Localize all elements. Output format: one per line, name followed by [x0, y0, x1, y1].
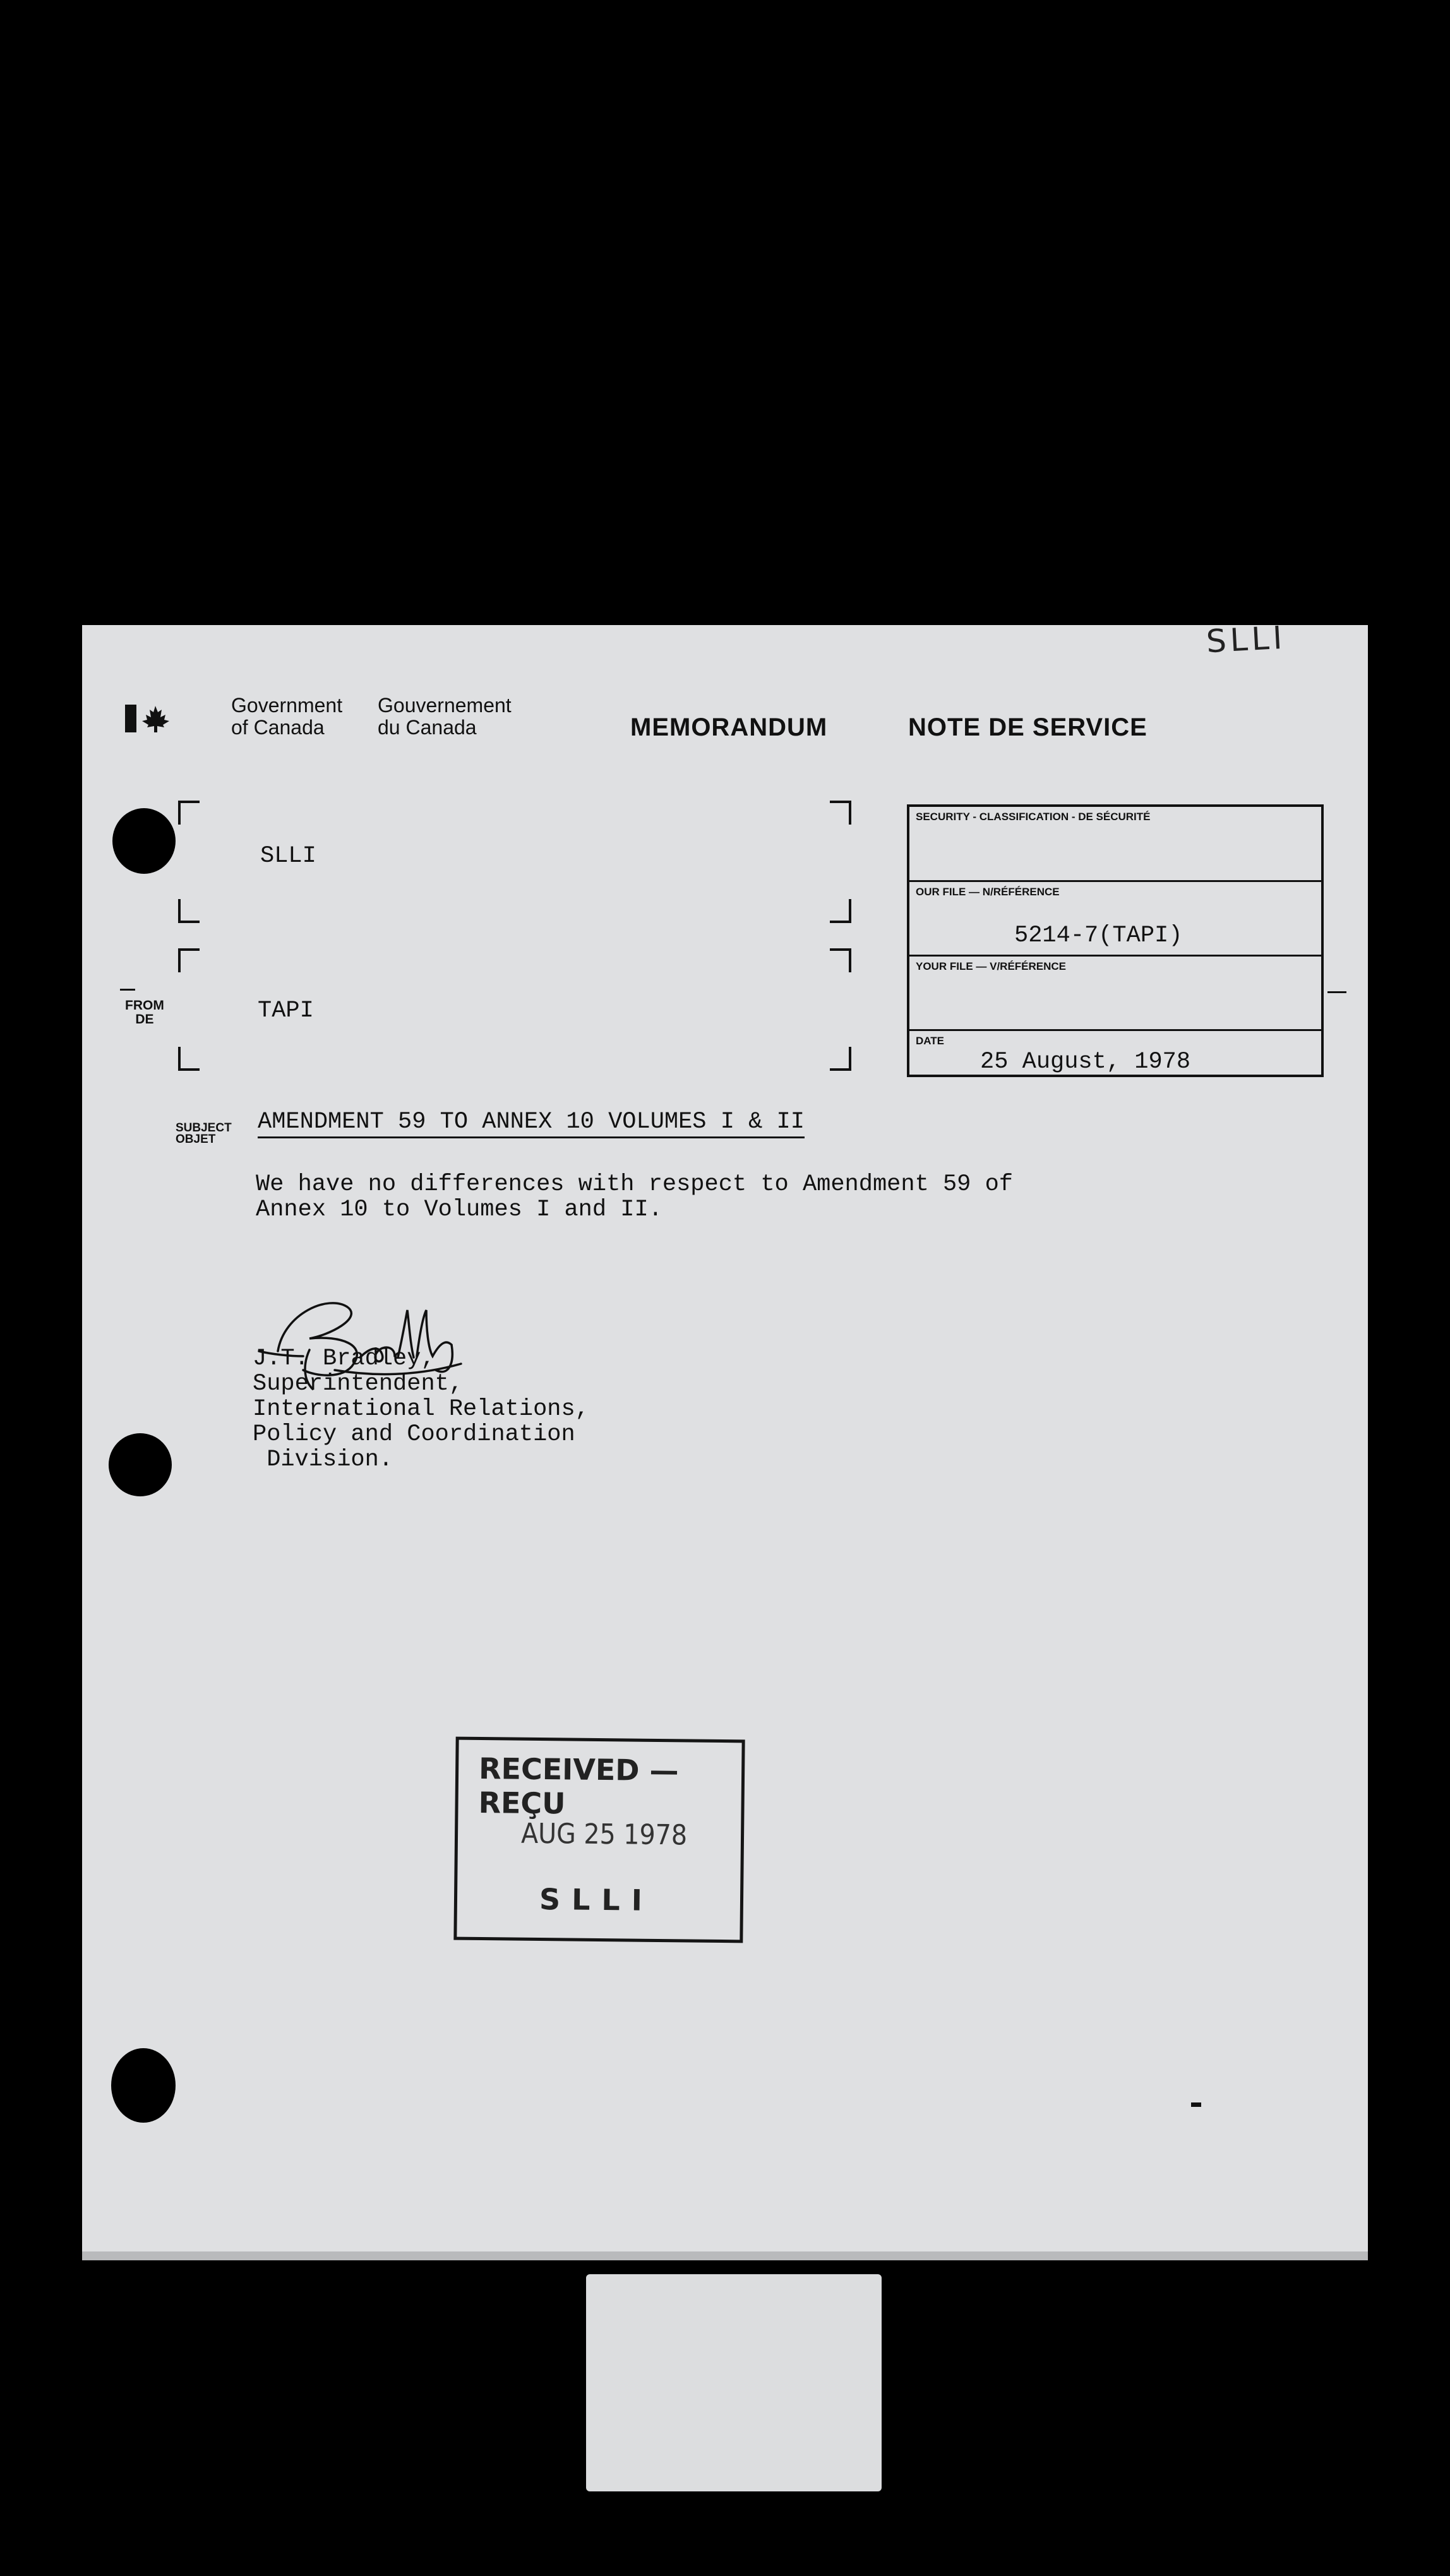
- fold-mark-right: [1327, 991, 1346, 993]
- from-label-en: FROM: [125, 998, 164, 1013]
- our-file-value: 5214-7(TAPI): [1014, 922, 1183, 949]
- subject-label-fr: OBJET: [176, 1133, 216, 1146]
- subject-label: [176, 1123, 232, 1145]
- memo-page: [82, 619, 1368, 2260]
- memo-body: [256, 1172, 1013, 1222]
- gov-fr-line-1: Gouvernement: [378, 694, 512, 717]
- punch-hole-middle: [109, 1433, 172, 1496]
- security-row: [909, 807, 1321, 882]
- gov-fr-line-2: du Canada: [378, 716, 477, 739]
- to-value: SLLI: [260, 843, 316, 869]
- from-bracket-bottom-right: [830, 1047, 851, 1071]
- stamp-date: AUG 25 1978: [520, 1817, 688, 1852]
- date-label: DATE: [916, 1035, 945, 1047]
- to-bracket-bottom-right: [830, 899, 851, 923]
- punch-hole-top: [112, 808, 176, 874]
- security-label: SECURITY - CLASSIFICATION - DE SÉCURITÉ: [916, 811, 1151, 823]
- sig-line: J.T. Bradley,: [253, 1345, 435, 1372]
- body-line: We have no differences with respect to Amendment 59 of: [256, 1171, 1013, 1198]
- gov-en-line-1: Government: [231, 694, 343, 717]
- our-file-row: [909, 882, 1321, 957]
- stamp-code: SLLI: [539, 1882, 654, 1917]
- to-bracket-bottom-left: [178, 899, 200, 923]
- canada-flag-icon: [125, 702, 176, 734]
- sig-line: Policy and Coordination: [253, 1421, 575, 1448]
- our-file-label: OUR FILE — N/RÉFÉRENCE: [916, 886, 1060, 898]
- memorandum-title: MEMORANDUM: [630, 713, 828, 741]
- to-bracket-top-right: [830, 801, 851, 825]
- signature-block: [253, 1346, 589, 1472]
- paper-bottom-edge: [82, 2251, 1368, 2260]
- date-row: [909, 1031, 1321, 1077]
- subject-label-en: SUBJECT: [176, 1121, 232, 1135]
- date-value: 25 August, 1978: [980, 1049, 1191, 1075]
- from-label: [125, 999, 164, 1027]
- sig-line: International Relations,: [253, 1396, 589, 1422]
- government-fr: [378, 695, 512, 739]
- punch-hole-bottom: [111, 2048, 176, 2123]
- your-file-label: YOUR FILE — V/RÉFÉRENCE: [916, 960, 1067, 972]
- from-bracket-bottom-left: [178, 1047, 200, 1071]
- reference-box: [907, 804, 1324, 1077]
- received-stamp: [453, 1737, 745, 1943]
- body-line: Annex 10 to Volumes I and II.: [256, 1196, 662, 1223]
- gov-en-line-2: of Canada: [231, 716, 325, 739]
- your-file-row: [909, 957, 1321, 1031]
- government-en: [231, 695, 342, 739]
- film-target-card: [586, 2274, 882, 2491]
- ink-speck: [1191, 2102, 1201, 2107]
- from-value: TAPI: [258, 998, 314, 1024]
- subject-value: AMENDMENT 59 TO ANNEX 10 VOLUMES I & II: [258, 1109, 805, 1138]
- from-bracket-top-left: [178, 948, 200, 972]
- stamp-title: RECEIVED — REÇU: [478, 1751, 679, 1821]
- from-label-fr: DE: [135, 1012, 154, 1027]
- fold-mark-left: [120, 989, 135, 991]
- from-bracket-top-right: [830, 948, 851, 972]
- sig-line: Division.: [253, 1446, 393, 1473]
- note-de-service-title: NOTE DE SERVICE: [908, 713, 1147, 741]
- sig-line: Superintendent,: [253, 1371, 464, 1397]
- to-bracket-top-left: [178, 801, 200, 825]
- corner-annotation: SLLI: [1205, 619, 1287, 660]
